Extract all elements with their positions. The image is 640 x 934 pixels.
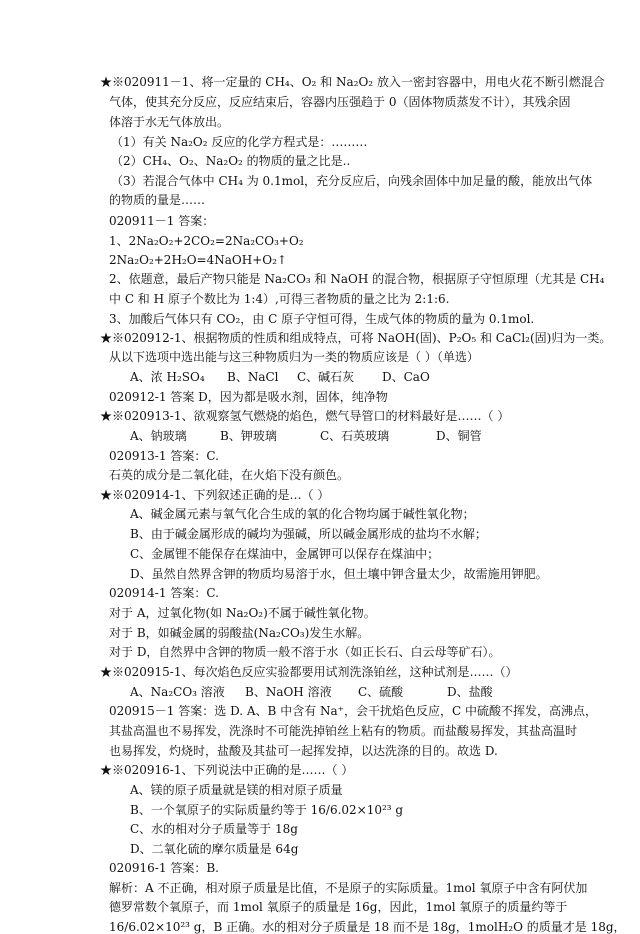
text-line: 1、2Na₂O₂+2CO₂=2Na₂CO₃+O₂	[109, 234, 304, 248]
text-line: 解析：A 不正确，相对原子质量是比值，不是原子的实际质量。1mol 氧原子中含有阿伏加	[109, 881, 588, 895]
text-line: 对于 B，如碱金属的弱酸盐(Na₂CO₃)发生水解。	[109, 626, 370, 640]
text-line: 对于 D，自然界中含钾的物质一般不溶于水（如正长石、白云母等矿石）。	[109, 645, 501, 659]
answer-option: D、CaO	[382, 370, 430, 384]
answer-option: C、碱石灰	[297, 370, 355, 384]
answer-option: A、Na₂CO₃ 溶液	[130, 685, 225, 699]
text-line: 2Na₂O₂+2H₂O=4NaOH+O₂↑	[109, 253, 287, 267]
text-line: D、二氧化硫的摩尔质量是 64g	[130, 842, 299, 856]
text-line: A、碱金属元素与氧气化合生成的氧的化合物均属于碱性氧化物；	[130, 507, 475, 521]
text-line: 16/6.02×10²³ g，B 正确。水的相对分子质量是 18 而不是 18g，1molH₂O 的质量才是 18g，	[109, 920, 626, 934]
answer-options-row	[0, 685, 640, 699]
text-line: D、虽然自然界含钾的物质均易溶于水，但土壤中钾含量太少，故需施用钾肥。	[130, 567, 548, 581]
text-line: 020912-1 答案 D，因为都是吸水剂，固体，纯净物	[109, 390, 388, 404]
answer-option: D、盐酸	[447, 685, 493, 699]
text-line: 也易挥发，灼烧时，盐酸及其盐可一起挥发掉，以达洗涤的目的。故选 D.	[109, 744, 498, 758]
answer-option: D、铜管	[436, 429, 482, 443]
answer-option: B、NaOH 溶液	[245, 685, 332, 699]
text-line: （2）CH₄、O₂、Na₂O₂ 的物质的量之比是..	[111, 154, 351, 168]
text-line: 020911－1 答案：	[109, 214, 215, 228]
text-line: 3、加酸后气体只有 CO₂，由 C 原子守恒可得，生成气体的物质的量为 0.1mol.	[109, 312, 535, 326]
answer-option: A、钠玻璃	[130, 429, 187, 443]
text-line: ★※020911－1、将一定量的 CH₄、O₂ 和 Na₂O₂ 放入一密封容器中，用电火花不断引燃混合	[100, 75, 605, 89]
answer-option: C、石英玻璃	[320, 429, 390, 443]
text-line: 020913-1 答案：C.	[109, 449, 219, 463]
text-line: 体溶于水无气体放出。	[109, 115, 230, 129]
text-line: 020914-1 答案：C.	[109, 586, 219, 600]
text-line: B、由于碱金属形成的碱均为强碱，所以碱金属形成的盐均不水解；	[130, 527, 487, 541]
answer-option: C、硫酸	[358, 685, 404, 699]
text-line: 020916-1 答案：B.	[109, 861, 219, 875]
text-line: A、镁的原子质量就是镁的相对原子质量	[130, 783, 343, 797]
text-line: ★※020913-1、欲观察氢气燃烧的焰色，燃气导管口的材料最好是……（ ）	[100, 409, 510, 423]
text-line: 其盐高温也不易挥发，洗涤时不可能洗掉铂丝上粘有的物质。而盐酸易挥发，其盐高温时	[109, 724, 578, 738]
text-line: ★※020914-1、下列叙述正确的是…（ ）	[100, 488, 330, 502]
text-line: 中 C 和 H 原子个数比为 1:4）,可得三者物质的量之比为 2:1:6.	[109, 292, 450, 306]
text-line: ★※020915-1、每次焰色反应实验都要用试剂洗涤铂丝，这种试剂是……（）	[100, 665, 518, 679]
answer-option: B、钾玻璃	[220, 429, 277, 443]
answer-option: B、NaCl	[227, 370, 279, 384]
text-line: 从以下选项中选出能与这三种物质归为一类的物质应该是（ ）（单选）	[109, 350, 479, 364]
answer-options-row	[0, 370, 640, 384]
text-line: 的物质的量是……	[109, 193, 206, 207]
text-line: C、金属锂不能保存在煤油中，金属钾可以保存在煤油中；	[130, 547, 440, 561]
text-line: （1）有关 Na₂O₂ 反应的化学方程式是：………	[111, 135, 368, 149]
text-line: 2、依题意，最后产物只能是 Na₂CO₃ 和 NaOH 的混合物，根据原子守恒原理（尤其是 CH₄	[109, 272, 605, 286]
text-line: C、水的相对分子质量等于 18g	[130, 822, 298, 836]
text-line: 对于 A，过氧化物(如 Na₂O₂)不属于碱性氧化物。	[109, 606, 376, 620]
text-line: 020915－1 答案：选 D. A、B 中含有 Na⁺，会干扰焰色反应，C 中硫酸不挥发，高沸点，	[109, 704, 597, 718]
text-line: ★※020912-1、根据物质的性质和组成特点，可将 NaOH(固)、P₂O₅ 和 CaCl₂(固)归为一类。	[100, 331, 612, 345]
text-line: 石英的成分是二氧化硅，在火焰下没有颜色。	[109, 468, 350, 482]
text-line: （3）若混合气体中 CH₄ 为 0.1mol，充分反应后，向残余固体中加足量的酸，能放出气体	[111, 174, 593, 188]
text-line: 气体，使其充分反应，反应结束后，容器内压强趋于 0（固体物质蒸发不计），其残余固	[109, 95, 571, 109]
answer-option: A、浓 H₂SO₄	[130, 370, 205, 384]
text-line: B、一个氧原子的实际质量约等于 16/6.02×10²³ g	[130, 803, 404, 817]
answer-options-row	[0, 429, 640, 443]
text-line: ★※020916-1、下列说法中正确的是……（ ）	[100, 763, 354, 777]
text-line: 德罗常数个氧原子，而 1mol 氧原子的质量是 16g，因此，1mol 氧原子的质量约等于	[109, 900, 568, 914]
